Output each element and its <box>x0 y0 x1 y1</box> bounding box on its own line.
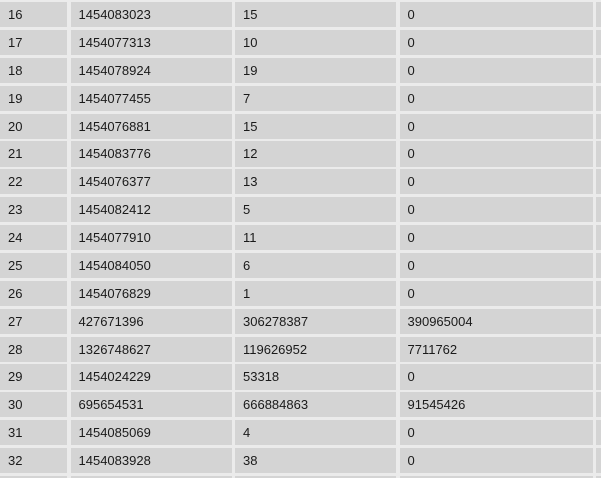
cell-row-index: 25 <box>0 253 67 278</box>
cell-value-1: 1454077313 <box>71 30 232 55</box>
cell-value-3: 0 <box>400 364 593 389</box>
table-row[interactable] <box>0 141 601 166</box>
clipped-column-sliver <box>596 281 601 306</box>
table-row[interactable] <box>0 58 601 83</box>
clipped-column-sliver <box>596 364 601 389</box>
clipped-column-sliver <box>596 114 601 139</box>
table-row[interactable] <box>0 392 601 417</box>
cell-row-index: 31 <box>0 420 67 445</box>
cell-value-1: 1454024229 <box>71 364 232 389</box>
clipped-column-sliver <box>596 86 601 111</box>
table-row[interactable] <box>0 169 601 194</box>
table-row[interactable] <box>0 448 601 473</box>
cell-row-index: 19 <box>0 86 67 111</box>
cell-value-1: 1454077455 <box>71 86 232 111</box>
clipped-column-sliver <box>596 337 601 362</box>
cell-value-3: 91545426 <box>400 392 593 417</box>
clipped-column-sliver <box>596 2 601 27</box>
cell-value-2: 12 <box>235 141 396 166</box>
cell-value-2: 4 <box>235 420 396 445</box>
cell-value-3: 0 <box>400 420 593 445</box>
table-row[interactable] <box>0 86 601 111</box>
cell-value-2: 15 <box>235 2 396 27</box>
table-row[interactable] <box>0 253 601 278</box>
cell-value-1: 1454083776 <box>71 141 232 166</box>
cell-value-3: 390965004 <box>400 309 593 334</box>
cell-row-index: 20 <box>0 114 67 139</box>
cell-row-index: 23 <box>0 197 67 222</box>
cell-value-1: 1454076881 <box>71 114 232 139</box>
cell-value-1: 1454085069 <box>71 420 232 445</box>
clipped-column-sliver <box>596 58 601 83</box>
cell-row-index: 29 <box>0 364 67 389</box>
cell-value-2: 10 <box>235 30 396 55</box>
clipped-column-sliver <box>596 197 601 222</box>
cell-value-3: 0 <box>400 281 593 306</box>
cell-value-2: 15 <box>235 114 396 139</box>
cell-row-index: 21 <box>0 141 67 166</box>
cell-value-2: 1 <box>235 281 396 306</box>
cell-value-1: 1454077910 <box>71 225 232 250</box>
cell-value-1: 1454084050 <box>71 253 232 278</box>
cell-row-index: 27 <box>0 309 67 334</box>
cell-row-index: 26 <box>0 281 67 306</box>
cell-value-3: 0 <box>400 141 593 166</box>
cell-value-1: 1454078924 <box>71 58 232 83</box>
table-row[interactable] <box>0 281 601 306</box>
cell-row-index: 16 <box>0 2 67 27</box>
cell-value-2: 6 <box>235 253 396 278</box>
cell-value-2: 11 <box>235 225 396 250</box>
cell-value-2: 666884863 <box>235 392 396 417</box>
cell-value-3: 0 <box>400 2 593 27</box>
cell-value-1: 1454076377 <box>71 169 232 194</box>
cell-value-3: 0 <box>400 86 593 111</box>
cell-row-index: 24 <box>0 225 67 250</box>
table-row[interactable] <box>0 30 601 55</box>
clipped-column-sliver <box>596 30 601 55</box>
cell-value-3: 7711762 <box>400 337 593 362</box>
table-row[interactable] <box>0 197 601 222</box>
clipped-column-sliver <box>596 225 601 250</box>
cell-value-2: 19 <box>235 58 396 83</box>
cell-row-index: 30 <box>0 392 67 417</box>
cell-value-1: 1454083023 <box>71 2 232 27</box>
cell-value-3: 0 <box>400 58 593 83</box>
cell-value-3: 0 <box>400 114 593 139</box>
cell-row-index: 18 <box>0 58 67 83</box>
cell-row-index: 28 <box>0 337 67 362</box>
cell-value-1: 427671396 <box>71 309 232 334</box>
cell-value-3: 0 <box>400 253 593 278</box>
clipped-column-sliver <box>596 169 601 194</box>
cell-value-2: 119626952 <box>235 337 396 362</box>
cell-value-3: 0 <box>400 448 593 473</box>
cell-value-2: 53318 <box>235 364 396 389</box>
table-row[interactable] <box>0 114 601 139</box>
clipped-column-sliver <box>596 392 601 417</box>
cell-value-1: 1454076829 <box>71 281 232 306</box>
cell-value-3: 0 <box>400 30 593 55</box>
clipped-column-sliver <box>596 309 601 334</box>
clipped-column-sliver <box>596 141 601 166</box>
cell-row-index: 17 <box>0 30 67 55</box>
table-row[interactable] <box>0 337 601 362</box>
cell-value-3: 0 <box>400 197 593 222</box>
cell-value-1: 1454082412 <box>71 197 232 222</box>
cell-value-1: 1454083928 <box>71 448 232 473</box>
table-row[interactable] <box>0 364 601 389</box>
cell-row-index: 32 <box>0 448 67 473</box>
clipped-column-sliver <box>596 448 601 473</box>
cell-value-3: 0 <box>400 169 593 194</box>
cell-value-2: 5 <box>235 197 396 222</box>
cell-row-index: 22 <box>0 169 67 194</box>
table-row[interactable] <box>0 309 601 334</box>
cell-value-1: 695654531 <box>71 392 232 417</box>
cell-value-3: 0 <box>400 225 593 250</box>
table-row[interactable] <box>0 420 601 445</box>
clipped-column-sliver <box>596 420 601 445</box>
table-row[interactable] <box>0 225 601 250</box>
cell-value-2: 7 <box>235 86 396 111</box>
cell-value-2: 13 <box>235 169 396 194</box>
table-row[interactable] <box>0 2 601 27</box>
clipped-column-sliver <box>596 253 601 278</box>
cell-value-2: 306278387 <box>235 309 396 334</box>
cell-value-2: 38 <box>235 448 396 473</box>
cell-value-1: 1326748627 <box>71 337 232 362</box>
